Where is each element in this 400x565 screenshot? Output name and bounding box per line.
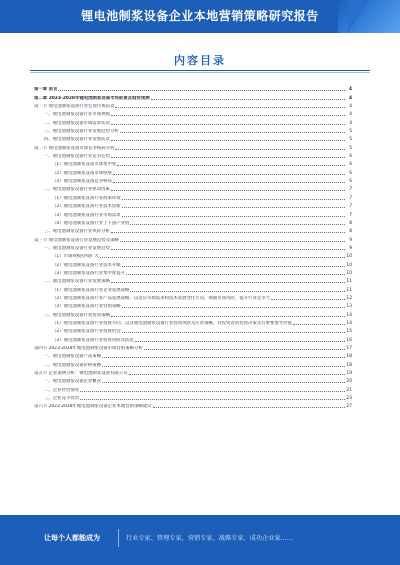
toc-entry-page: 15 — [346, 329, 352, 335]
toc-entry-text: 二、锂电池制浆设备行业驱动因素 — [44, 187, 110, 193]
toc-leader-dots — [122, 332, 345, 333]
toc-entry-text: 第三节 锂电池制浆设备行业发展趋势及策略 — [34, 237, 119, 243]
toc-entry-page: 21 — [346, 387, 352, 393]
toc-entry-page: 10 — [346, 254, 352, 260]
toc-entry-text: 一、锂电池制浆设备行业发展趋势 — [44, 245, 110, 251]
toc-entry-page: 18 — [346, 354, 352, 360]
toc-entry[interactable] — [34, 351, 352, 359]
toc-leader-dots — [129, 374, 345, 375]
toc-entry-text: 第六节 2023-2028年锂电池制浆设备企业本地营销策略建议 — [34, 404, 152, 410]
toc-leader-dots — [111, 157, 345, 158]
toc-entry-page: 4 — [349, 112, 352, 118]
toc-entry-text: 三、锂电池制浆设备行业风险分析 — [44, 229, 110, 235]
toc-leader-dots — [102, 357, 345, 358]
toc-entry-text: （1）市场规模持续扩大 — [52, 254, 99, 260]
toc-entry[interactable] — [34, 101, 352, 109]
toc-entry[interactable] — [34, 159, 352, 167]
footer-bar — [0, 515, 400, 565]
toc-entry-page: 4 — [348, 87, 352, 93]
toc-leader-dots — [115, 107, 345, 108]
toc-entry-text: 四、锂电池制浆设备行业发展前景 — [44, 137, 110, 143]
toc-entry-page: 6 — [349, 154, 352, 160]
toc-entry-text: 二、锂电池制浆设备行业发展策略 — [44, 279, 110, 285]
toc-entry-page: 7 — [349, 204, 352, 210]
toc-entry[interactable] — [34, 309, 352, 317]
toc-entry[interactable] — [34, 134, 352, 142]
toc-entry-text: 二、锂电池制浆设备价格策略 — [44, 362, 102, 368]
toc-leader-dots — [102, 382, 345, 383]
toc-entry-text: 三、锂电池制浆设备行业发展趋势分析 — [44, 129, 119, 135]
toc-entry-page: 8 — [349, 220, 352, 226]
toc-entry[interactable] — [34, 84, 352, 92]
toc-leader-dots — [113, 174, 345, 175]
toc-leader-dots — [122, 199, 345, 200]
toc-leader-dots — [58, 90, 345, 91]
toc-entry[interactable] — [34, 401, 352, 409]
toc-leader-dots — [122, 307, 345, 308]
toc-entry-text: 三、企业竞争优势 — [44, 396, 80, 402]
toc-entry[interactable] — [34, 276, 352, 284]
toc-leader-dots — [80, 391, 345, 392]
toc-entry[interactable] — [34, 192, 352, 200]
toc-entry-text: 一、锂电池制浆设备产品策略 — [44, 354, 102, 360]
toc-entry-page: 11 — [346, 287, 352, 293]
toc-entry-page: 14 — [346, 312, 352, 318]
toc-entry-text: （3）锂电池制浆设备竞争格局 — [52, 179, 112, 185]
toc-entry-page: 7 — [349, 212, 352, 218]
toc-entry[interactable] — [34, 117, 352, 125]
toc-leader-dots — [111, 190, 345, 191]
toc-entry-text: 第一章 前言 — [34, 87, 58, 93]
toc-entry-page: 9 — [349, 237, 352, 243]
toc-entry[interactable] — [34, 167, 352, 175]
toc-leader-dots — [111, 316, 345, 317]
toc-entry[interactable] — [34, 209, 352, 217]
toc-leader-dots — [111, 124, 345, 125]
toc-entry[interactable] — [34, 151, 352, 159]
toc-entry-page: 19 — [346, 371, 352, 377]
toc-entry[interactable] — [34, 268, 352, 276]
toc-entry[interactable] — [34, 218, 352, 226]
toc-entry-text: 第一节 锂电池制浆设备行业宏观市场前景 — [34, 104, 115, 110]
footer-description: 行业专家、管理专家、营销专家、战略专家、成功企业家…… — [126, 535, 294, 542]
toc-entry-text: 一、锂电池制浆设备企业概况 — [44, 379, 102, 385]
toc-entry-page: 5 — [349, 145, 352, 151]
toc-entry-page: 16 — [346, 337, 352, 343]
toc-entry-page: 8 — [349, 229, 352, 235]
toc-entry[interactable] — [34, 92, 352, 100]
toc-entry-page: 4 — [348, 95, 352, 101]
table-of-contents — [34, 84, 352, 409]
toc-entry-page: 11 — [346, 279, 352, 285]
toc-entry-text: 第五节 企业案例分析：锂电池制浆设备有限公司 — [34, 371, 128, 377]
toc-entry[interactable] — [34, 301, 352, 309]
toc-entry-text: （1）锂电池制浆设备行业政策环境 — [52, 195, 121, 201]
toc-entry-page: 18 — [346, 362, 352, 368]
toc-leader-dots — [126, 274, 345, 275]
toc-leader-dots — [122, 216, 345, 217]
toc-entry[interactable] — [34, 142, 352, 150]
toc-entry[interactable] — [34, 343, 352, 351]
toc-entry[interactable] — [34, 126, 352, 134]
toc-leader-dots — [111, 115, 345, 116]
title-divider — [30, 70, 370, 71]
toc-leader-dots — [111, 140, 345, 141]
toc-entry[interactable] — [34, 259, 352, 267]
toc-entry[interactable] — [34, 184, 352, 192]
toc-leader-dots — [122, 207, 345, 208]
toc-entry[interactable] — [34, 293, 352, 301]
toc-entry-text: （1）锂电池制浆设备市场集中度 — [52, 162, 117, 168]
toc-entry-text: （3）锂电池制浆设备行业集中度提升 — [52, 270, 126, 276]
toc-leader-dots — [122, 266, 345, 267]
toc-entry[interactable] — [34, 176, 352, 184]
toc-entry-text: （3）锂电池制浆设备行业营销策略 — [52, 304, 121, 310]
toc-entry-page: 4 — [349, 104, 352, 110]
toc-leader-dots — [293, 324, 345, 325]
toc-entry-page: 20 — [346, 379, 352, 385]
toc-entry[interactable] — [34, 201, 352, 209]
toc-leader-dots — [111, 232, 345, 233]
toc-entry-text: （2）锂电池制浆设备行业投资机会 — [52, 329, 121, 335]
toc-entry[interactable] — [34, 234, 352, 242]
toc-leader-dots — [135, 341, 345, 342]
toc-entry[interactable] — [34, 251, 352, 259]
toc-entry[interactable] — [34, 368, 352, 376]
toc-entry-text: 一、锂电池制浆设备行业市场规模 — [44, 112, 110, 118]
toc-leader-dots — [120, 132, 345, 133]
toc-entry-page: 14 — [346, 320, 352, 326]
report-title: 锂电池制浆设备企业本地营销策略研究报告 — [81, 9, 319, 23]
toc-leader-dots — [111, 282, 345, 283]
toc-entry[interactable] — [34, 243, 352, 251]
toc-leader-dots — [130, 291, 345, 292]
toc-entry-page: 5 — [349, 137, 352, 143]
toc-entry-text: 二、企业经营情况 — [44, 387, 80, 393]
toc-entry[interactable] — [34, 318, 352, 326]
toc-entry-text: 一、锂电池制浆设备行业竞争态势 — [44, 154, 110, 160]
toc-entry-page: 7 — [349, 187, 352, 193]
toc-entry-text: （2）锂电池制浆设备行业技术创新 — [52, 204, 121, 210]
toc-entry[interactable] — [34, 393, 352, 401]
toc-leader-dots — [113, 182, 345, 183]
toc-leader-dots — [151, 99, 345, 100]
toc-leader-dots — [144, 349, 345, 350]
toc-leader-dots — [117, 165, 345, 166]
toc-entry-page: 6 — [349, 179, 352, 185]
toc-entry-text: （3）锂电池制浆设备行业投资风险及防范 — [52, 337, 134, 343]
toc-entry-text: （3）锂电池制浆设备行业市场需求 — [52, 212, 121, 218]
toc-entry-text: （2）锂电池制浆设备行业产品发展战略，以适应市场需求和技术发展变化方向，规避市场风险，提升行业竞争力 — [52, 295, 270, 301]
toc-entry[interactable] — [34, 376, 352, 384]
toc-entry-page: 23 — [346, 396, 352, 402]
toc-entry-text: （2）锂电池制浆设备行业技术升级 — [52, 262, 121, 268]
toc-entry-page: 5 — [349, 129, 352, 135]
toc-entry-text: （1）锂电池制浆设备行业企业发展战略 — [52, 287, 130, 293]
toc-leader-dots — [115, 149, 345, 150]
toc-entry-text: 第四节 2023-2028年锂电池制浆设备市场营销策略分析 — [34, 346, 143, 351]
toc-leader-dots — [102, 366, 345, 367]
toc-entry[interactable] — [34, 384, 352, 392]
toc-entry-page: 12 — [346, 295, 352, 301]
toc-leader-dots — [111, 249, 345, 250]
toc-title: 内容目录 — [174, 54, 226, 67]
toc-entry[interactable] — [34, 334, 352, 342]
toc-leader-dots — [130, 224, 345, 225]
toc-entry-text: 第二节 锂电池制浆设备市场竞争格局分析 — [34, 145, 115, 151]
toc-entry-text: 第二章 2023-2028年锂电池制浆设备市场前景及趋势预测 — [34, 95, 150, 101]
toc-leader-dots — [80, 399, 345, 400]
toc-entry[interactable] — [34, 284, 352, 292]
toc-entry-page: 6 — [349, 170, 352, 176]
title-divider-secondary — [30, 72, 370, 73]
header-bar — [0, 0, 400, 33]
toc-entry-text: （2）锂电池制浆设备市场壁垒 — [52, 170, 112, 176]
toc-leader-dots — [271, 299, 345, 300]
toc-leader-dots — [120, 241, 345, 242]
toc-entry-page: 4 — [349, 120, 352, 126]
toc-entry-page: 9 — [349, 245, 352, 251]
toc-entry[interactable] — [34, 109, 352, 117]
toc-entry[interactable] — [34, 359, 352, 367]
toc-entry-page: 27 — [346, 404, 352, 410]
toc-entry-page: 17 — [346, 346, 352, 351]
footer-slogan: 让每个人都能成为 — [44, 534, 100, 542]
toc-entry-page: 13 — [346, 304, 352, 310]
toc-entry[interactable] — [34, 226, 352, 234]
toc-entry-text: 二、锂电池制浆设备市场需求状况 — [44, 120, 110, 126]
toc-entry-page: 6 — [349, 162, 352, 168]
toc-entry-text: （1）锂电池制浆设备行业投资方向，以及锂电池制浆设备行业投资风险及应对策略，对投资者的投资决策具有重要参考价值 — [52, 320, 292, 326]
toc-entry-text: （4）锂电池制浆设备行业上下游产业链 — [52, 220, 130, 226]
toc-leader-dots — [100, 257, 345, 258]
toc-entry-page: 10 — [346, 262, 352, 268]
toc-leader-dots — [153, 407, 345, 408]
toc-entry-page: 10 — [346, 270, 352, 276]
toc-entry[interactable] — [34, 326, 352, 334]
toc-entry-text: 三、锂电池制浆设备行业投资策略 — [44, 312, 110, 318]
toc-entry-page: 7 — [349, 195, 352, 201]
footer-divider — [118, 529, 119, 547]
